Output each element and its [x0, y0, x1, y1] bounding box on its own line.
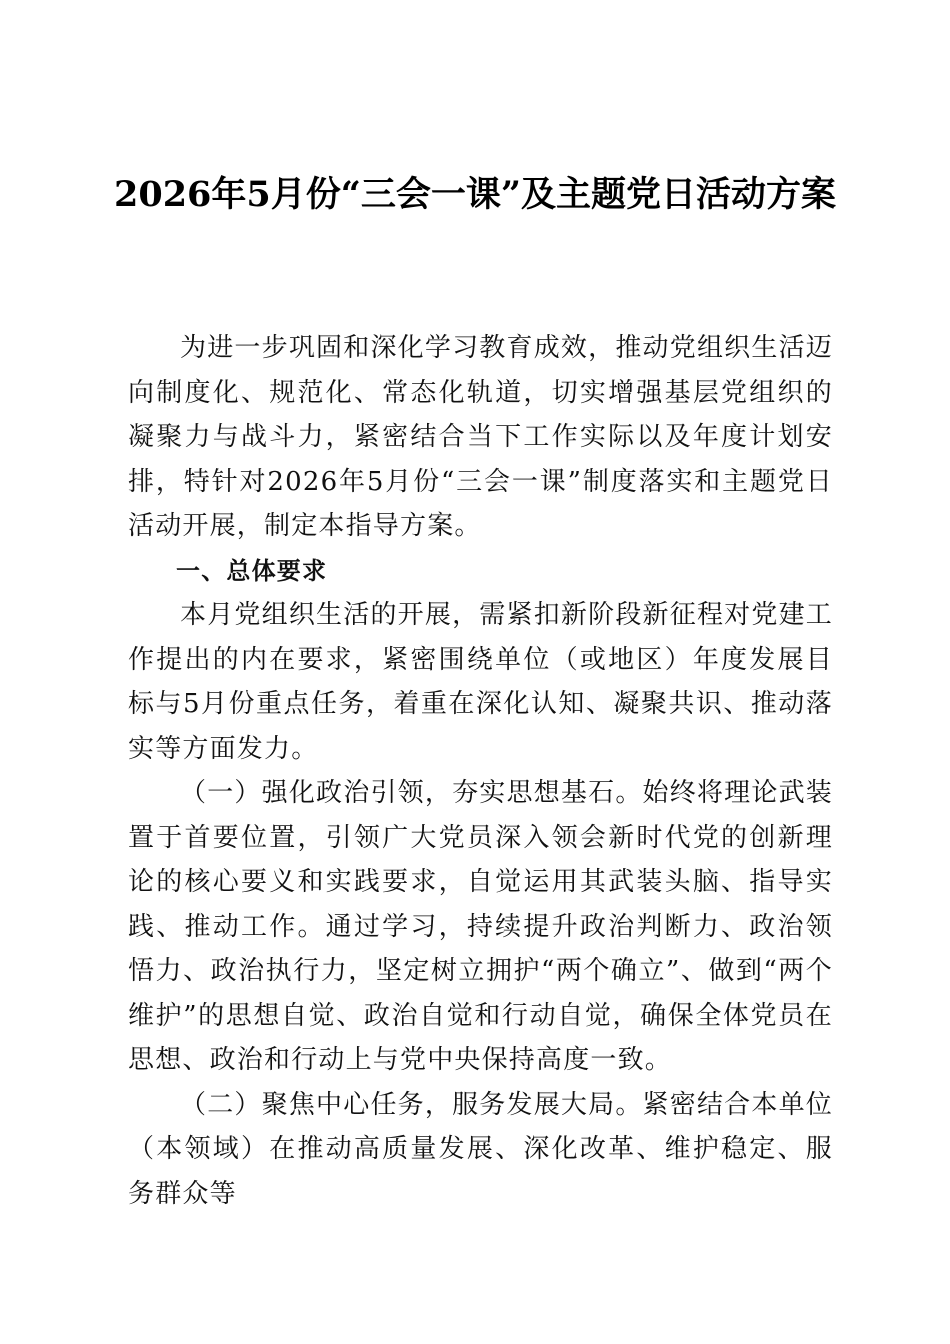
section-heading-general-requirements: 一、总体要求: [176, 556, 328, 585]
item-one-paragraph: （一）强化政治引领，夯实思想基石。始终将理论武装置于首要位置，引领广大党员深入领会新时代党的创新理论的核心要义和实践要求，自觉运用其武装头脑、指导实践、推动工作。通过学习，持续提升政治判断力、政治领悟力、政治执行力，坚定树立拥护“两个确立”、做到“两个维护”的思想自觉、政治自觉和行动自觉，确保全体党员在思想、政治和行动上与党中央保持高度一致。: [128, 778, 833, 1075]
document-title: 2026年5月份“三会一课”及主题党日活动方案: [113, 174, 837, 215]
item-two-paragraph: （二）聚焦中心任务，服务发展大局。紧密结合本单位（本领域）在推动高质量发展、深化改革、维护稳定、服务群众等: [128, 1089, 833, 1209]
document-body: [128, 326, 833, 1216]
intro-paragraph: 为进一步巩固和深化学习教育成效，推动党组织生活迈向制度化、规范化、常态化轨道，切实增强基层党组织的凝聚力与战斗力，紧密结合当下工作实际以及年度计划安排，特针对2026年5月份“三会一课”制度落实和主题党日活动开展，制定本指导方案。: [128, 333, 833, 541]
requirements-paragraph: 本月党组织生活的开展，需紧扣新阶段新征程对党建工作提出的内在要求，紧密围绕单位（或地区）年度发展目标与5月份重点任务，着重在深化认知、凝聚共识、推动落实等方面发力。: [128, 600, 833, 764]
